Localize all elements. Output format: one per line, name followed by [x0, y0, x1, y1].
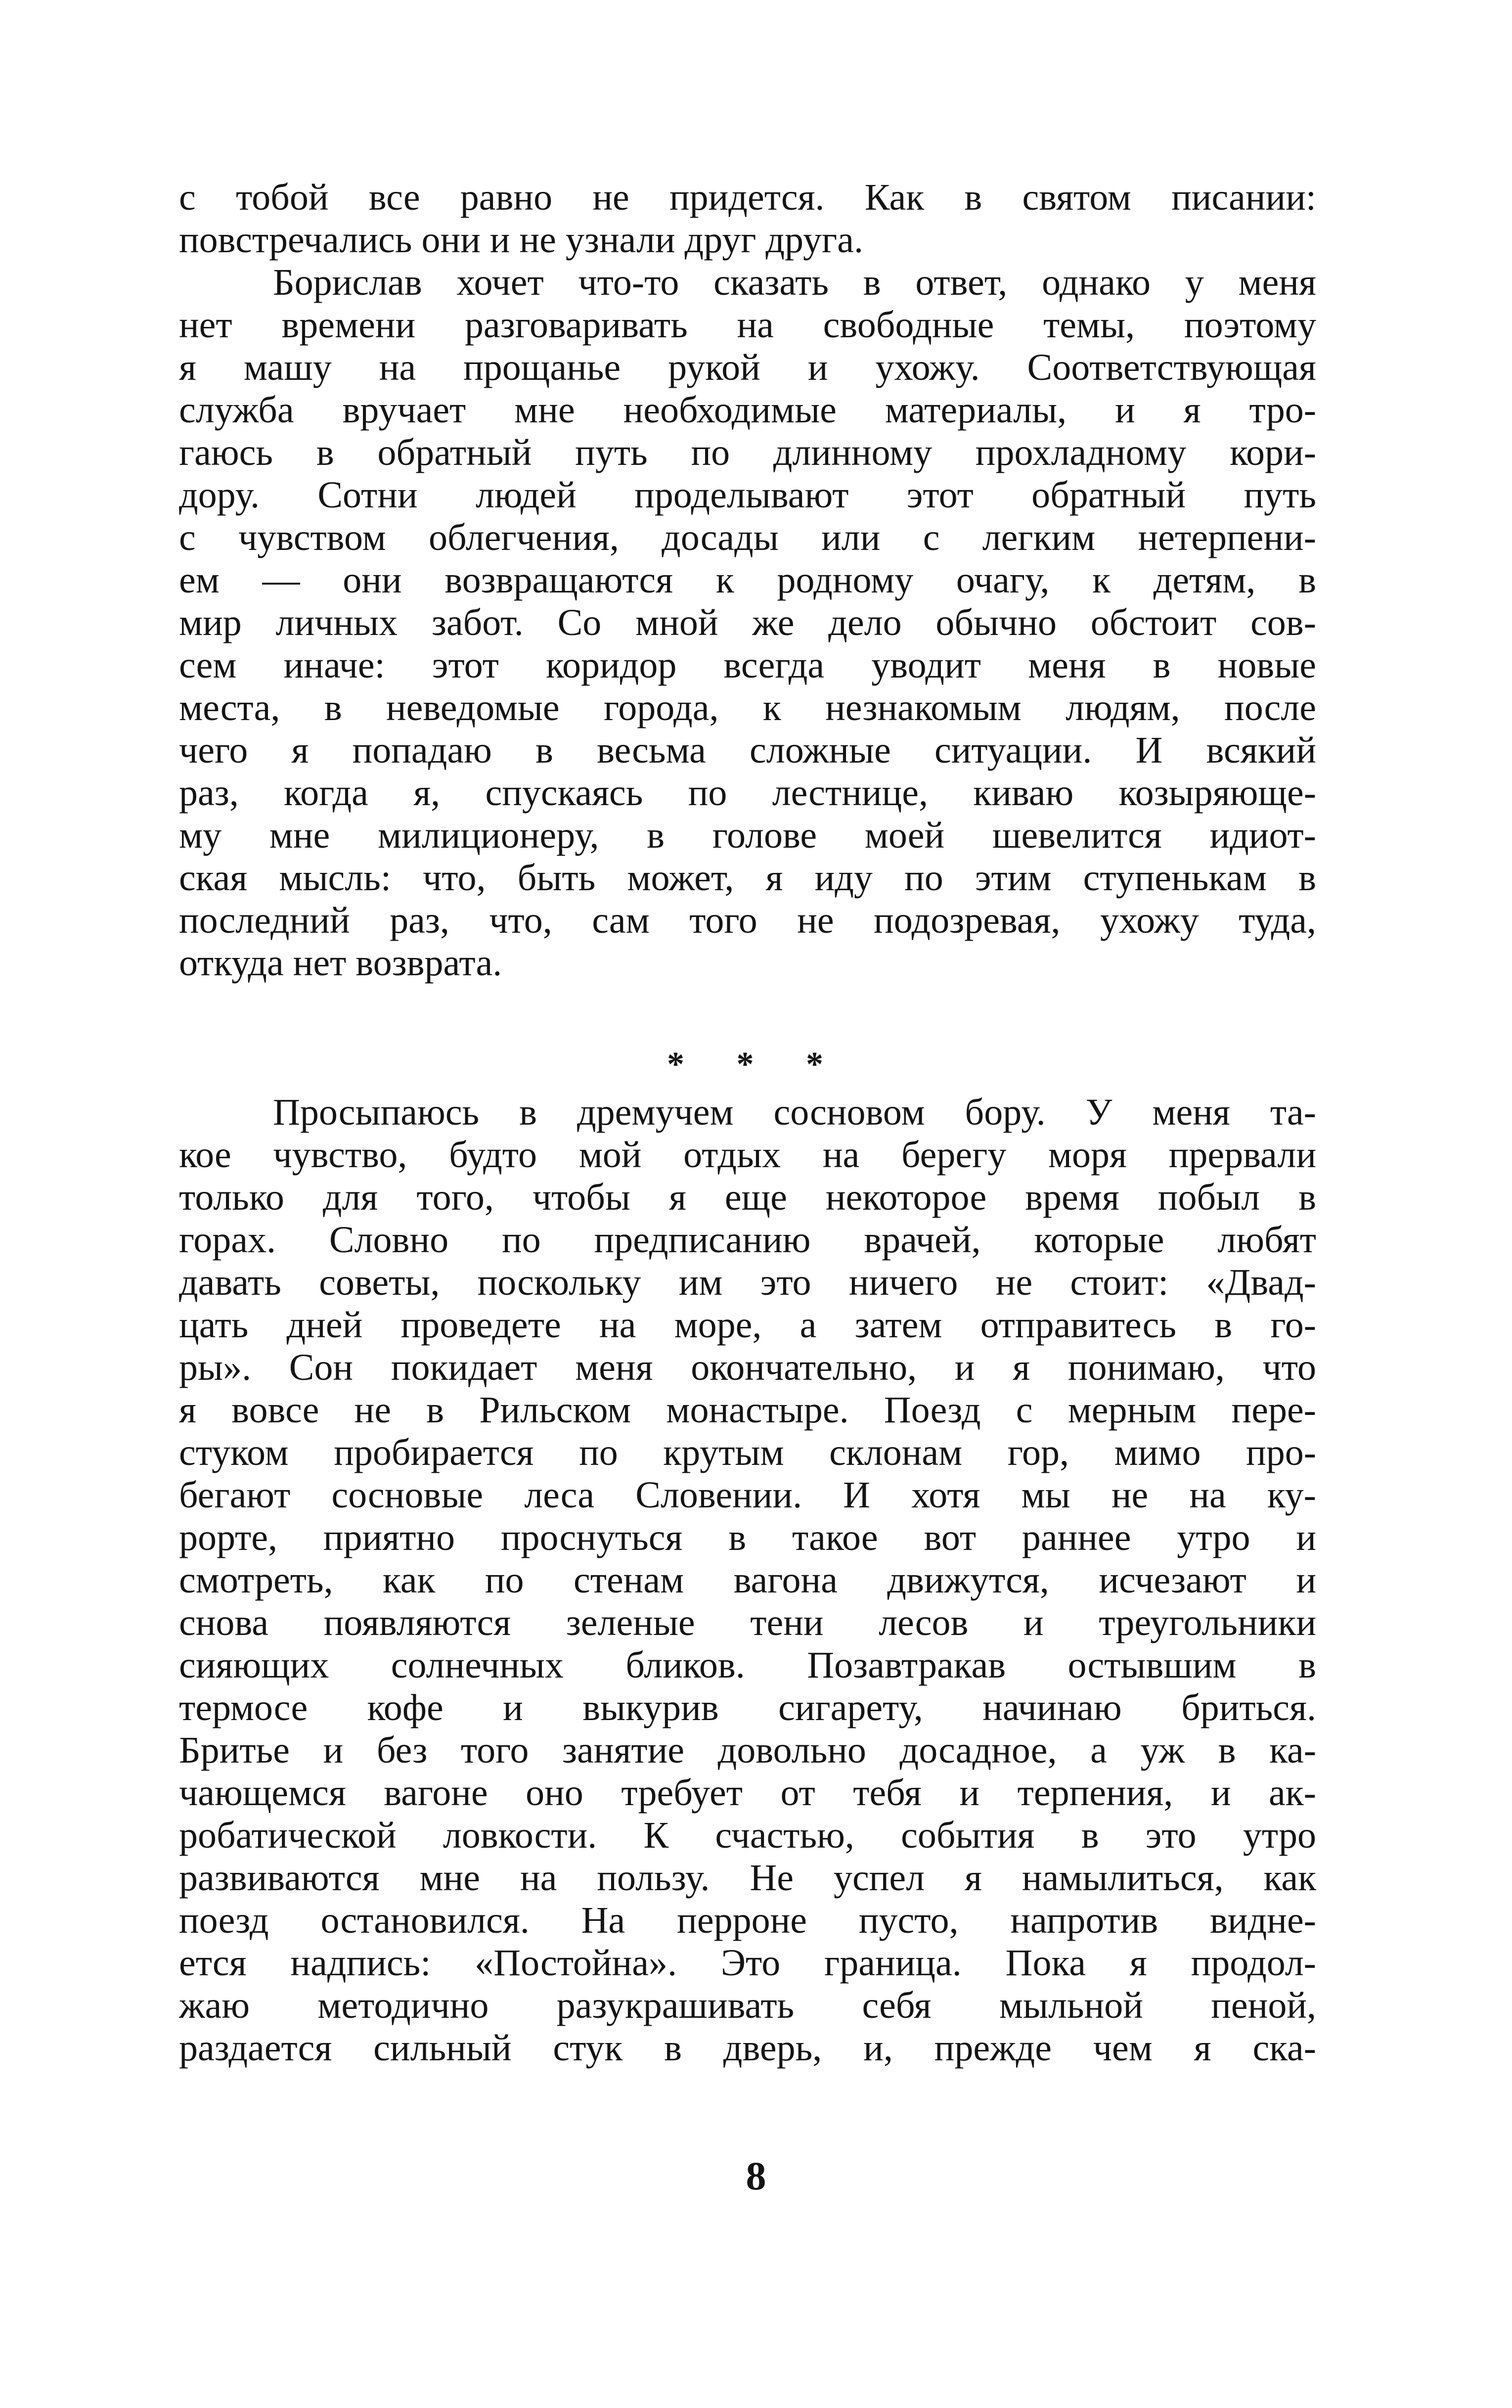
text-line: раздается сильный стук в дверь, и, прежде чем я ска- — [179, 2027, 1316, 2069]
page-number: 8 — [746, 2153, 766, 2198]
section-separator: * * * — [667, 1045, 845, 1084]
text-line: стуком пробирается по крутым склонам гор, мимо про- — [179, 1432, 1316, 1473]
text-line: откуда нет возврата. — [179, 942, 502, 984]
text-line: только для того, чтобы я еще некоторое время побыл в — [179, 1177, 1316, 1218]
text-line: робатической ловкости. К счастью, события в это утро — [179, 1815, 1316, 1856]
text-line: термосе кофе и выкурив сигарету, начинаю бриться. — [179, 1687, 1316, 1728]
text-line: кое чувство, будто мой отдых на берегу моря прервали — [179, 1134, 1316, 1176]
text-line: чающемся вагоне оно требует от тебя и терпения, и ак- — [179, 1772, 1316, 1814]
text-line: цать дней проведете на море, а затем отправитесь в го- — [179, 1304, 1316, 1346]
text-line: ры». Сон покидает меня окончательно, и я понимаю, что — [179, 1347, 1316, 1388]
text-line: рорте, приятно проснуться в такое вот раннее утро и — [179, 1517, 1316, 1558]
text-line: снова появляются зеленые тени лесов и треугольники — [179, 1602, 1316, 1643]
text-line: места, в неведомые города, к незнакомым людям, после — [179, 687, 1316, 728]
text-line: поезд остановился. На перроне пусто, напротив видне- — [179, 1900, 1316, 1941]
text-line: горах. Словно по предписанию врачей, которые любят — [179, 1219, 1316, 1261]
text-line: я вовсе не в Рильском монастыре. Поезд с мерным пере- — [179, 1389, 1316, 1431]
text-line: сем иначе: этот коридор всегда уводит меня в новые — [179, 644, 1316, 686]
text-line: Борислав хочет что-то сказать в ответ, однако у меня — [273, 262, 1316, 303]
text-line: гаюсь в обратный путь по длинному прохладному кори- — [179, 432, 1316, 473]
text-line: ем — они возвращаются к родному очагу, к детям, в — [179, 559, 1316, 601]
text-line: я машу на прощанье рукой и ухожу. Соответствующая — [179, 347, 1316, 388]
text-line: давать советы, поскольку им это ничего не стоит: «Двад- — [179, 1262, 1316, 1303]
text-line: с тобой все равно не придется. Как в святом писании: — [179, 177, 1316, 218]
text-line: нет времени разговаривать на свободные темы, поэтому — [179, 304, 1316, 346]
text-line: чего я попадаю в весьма сложные ситуации. И всякий — [179, 729, 1316, 771]
text-line: сияющих солнечных бликов. Позавтракав остывшим в — [179, 1644, 1316, 1686]
text-line: смотреть, как по стенам вагона движутся, исчезают и — [179, 1559, 1316, 1601]
text-line: раз, когда я, спускаясь по лестнице, киваю козыряюще- — [179, 772, 1316, 814]
text-line: развиваются мне на пользу. Не успел я намылиться, как — [179, 1857, 1316, 1899]
text-section-second — [179, 1091, 1316, 2069]
text-line: ется надпись: «Постойна». Это граница. Пока я продол- — [179, 1942, 1316, 1984]
text-line: Просыпаюсь в дремучем сосновом бору. У меня та- — [273, 1091, 1316, 1133]
text-line: мир личных забот. Со мной же дело обычно обстоит сов- — [179, 602, 1316, 643]
text-line: ская мысль: что, быть может, я иду по этим ступенькам в — [179, 857, 1316, 899]
text-line: служба вручает мне необходимые материалы, и я тро- — [179, 389, 1316, 431]
text-line: дору. Сотни людей проделывают этот обратный путь — [179, 474, 1316, 516]
text-line: Бритье и без того занятие довольно досадное, а уж в ка- — [179, 1729, 1316, 1771]
text-line: бегают сосновые леса Словении. И хотя мы не на ку- — [179, 1474, 1316, 1516]
text-line: му мне милиционеру, в голове моей шевелится идиот- — [179, 815, 1316, 856]
text-line: повстречались они и не узнали друг друга. — [179, 219, 863, 261]
text-line: жаю методично разукрашивать себя мыльной пеной, — [179, 1985, 1316, 2026]
text-section-first — [179, 176, 1316, 984]
text-line: с чувством облегчения, досады или с легким нетерпени- — [179, 517, 1316, 558]
text-line: последний раз, что, сам того не подозревая, ухожу туда, — [179, 900, 1316, 941]
